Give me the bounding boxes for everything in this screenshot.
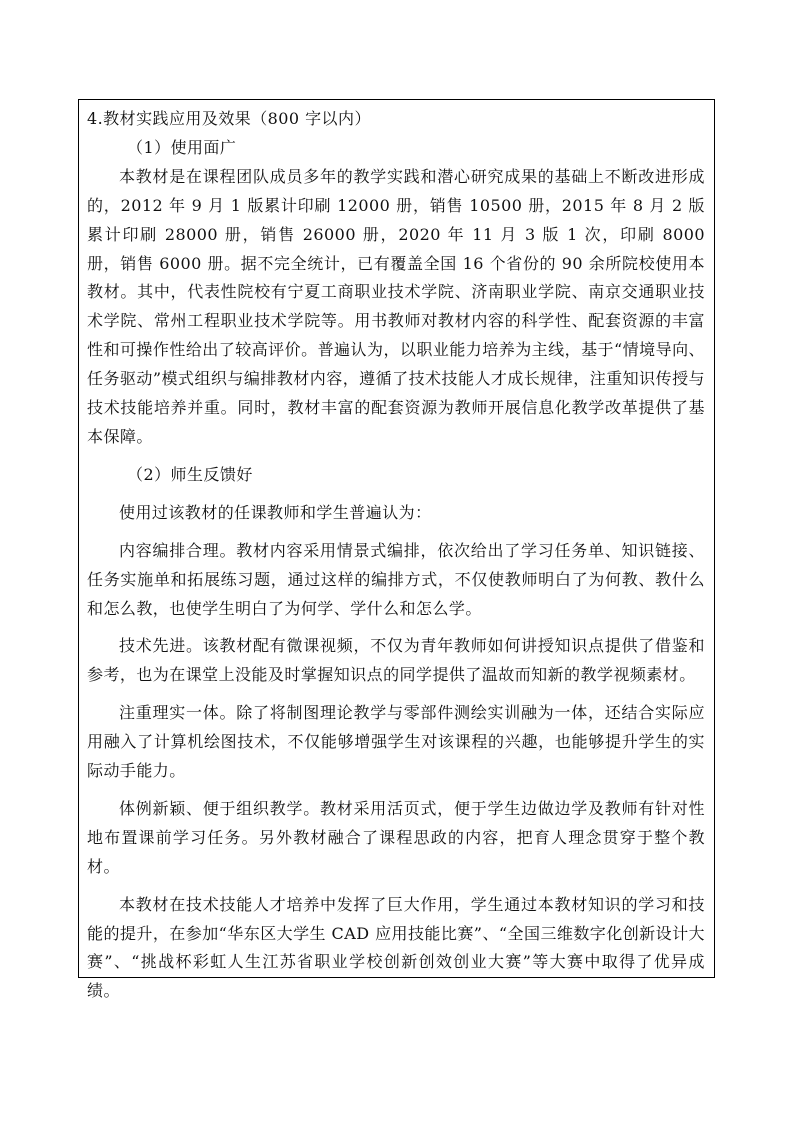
- section-heading: 4.教材实践应用及效果（800 字以内）: [87, 109, 371, 128]
- section-content: [87, 105, 705, 1006]
- feedback-paragraph-format: 体例新颖、便于组织教学。教材采用活页式，便于学生边做边学及教师有针对性地布置课前学习任务。另外教材融合了课程思政的内容，把育人理念贯穿于整个教材。: [87, 798, 705, 876]
- feedback-intro: 使用过该教材的任课教师和学生普遍认为：: [119, 502, 432, 522]
- form-table-cell: [78, 99, 715, 1001]
- usage-subheading: （1）使用面广: [127, 137, 237, 157]
- feedback-paragraph-practice: 注重理实一体。除了将制图理论教学与零部件测绘实训融为一体，还结合实际应用融入了计算机绘图技术，不仅能够增强学生对该课程的兴趣，也能够提升学生的实际动手能力。: [87, 703, 705, 781]
- feedback-subheading: （2）师生反馈好: [127, 464, 253, 484]
- feedback-paragraph-achievements: 本教材在技术技能人才培养中发挥了巨大作用，学生通过本教材知识的学习和技能的提升，在参加“华东区大学生 CAD 应用技能比赛”、“全国三维数字化创新设计大赛”、“挑战杯彩虹人生江苏省职业学校创新创效创业大赛”等大赛中取得了优异成绩。: [87, 894, 705, 1001]
- feedback-paragraph-content: 内容编排合理。教材内容采用情景式编排，依次给出了学习任务单、知识链接、任务实施单和拓展练习题，通过这样的编排方式，不仅使教师明白了为何教、教什么和怎么教，也使学生明白了为何学、学什么和怎么学。: [87, 540, 705, 618]
- feedback-paragraph-technology: 技术先进。该教材配有微课视频，不仅为青年教师如何讲授知识点提供了借鉴和参考，也为在课堂上没能及时掌握知识点的同学提供了温故而知新的教学视频素材。: [87, 636, 705, 685]
- usage-paragraph: 本教材是在课程团队成员多年的教学实践和潜心研究成果的基础上不断改进形成的，2012 年 9 月 1 版累计印刷 12000 册，销售 10500 册，2015 年 8 月 2 版累计印刷 28000 册，销售 26000 册，2020 年 11 月 3 版 1 次，印刷 8000 册，销售 6000 册。据不完全统计，已有覆盖全国 16 个省份的 90 余所院校使用本教材。其中，代表性院校有宁夏工商职业技术学院、济南职业学院、南京交通职业技术学院、常州工程职业技术学院等。用书教师对教材内容的科学性、配套资源的丰富性和可操作性给出了较高评价。普遍认为，以职业能力培养为主线，基于“情境导向、任务驱动”模式组织与编排教材内容，遵循了技术技能人才成长规律，注重知识传授与技术技能培养并重。同时，教材丰富的配套资源为教师开展信息化教学改革提供了基本保障。: [87, 166, 705, 446]
